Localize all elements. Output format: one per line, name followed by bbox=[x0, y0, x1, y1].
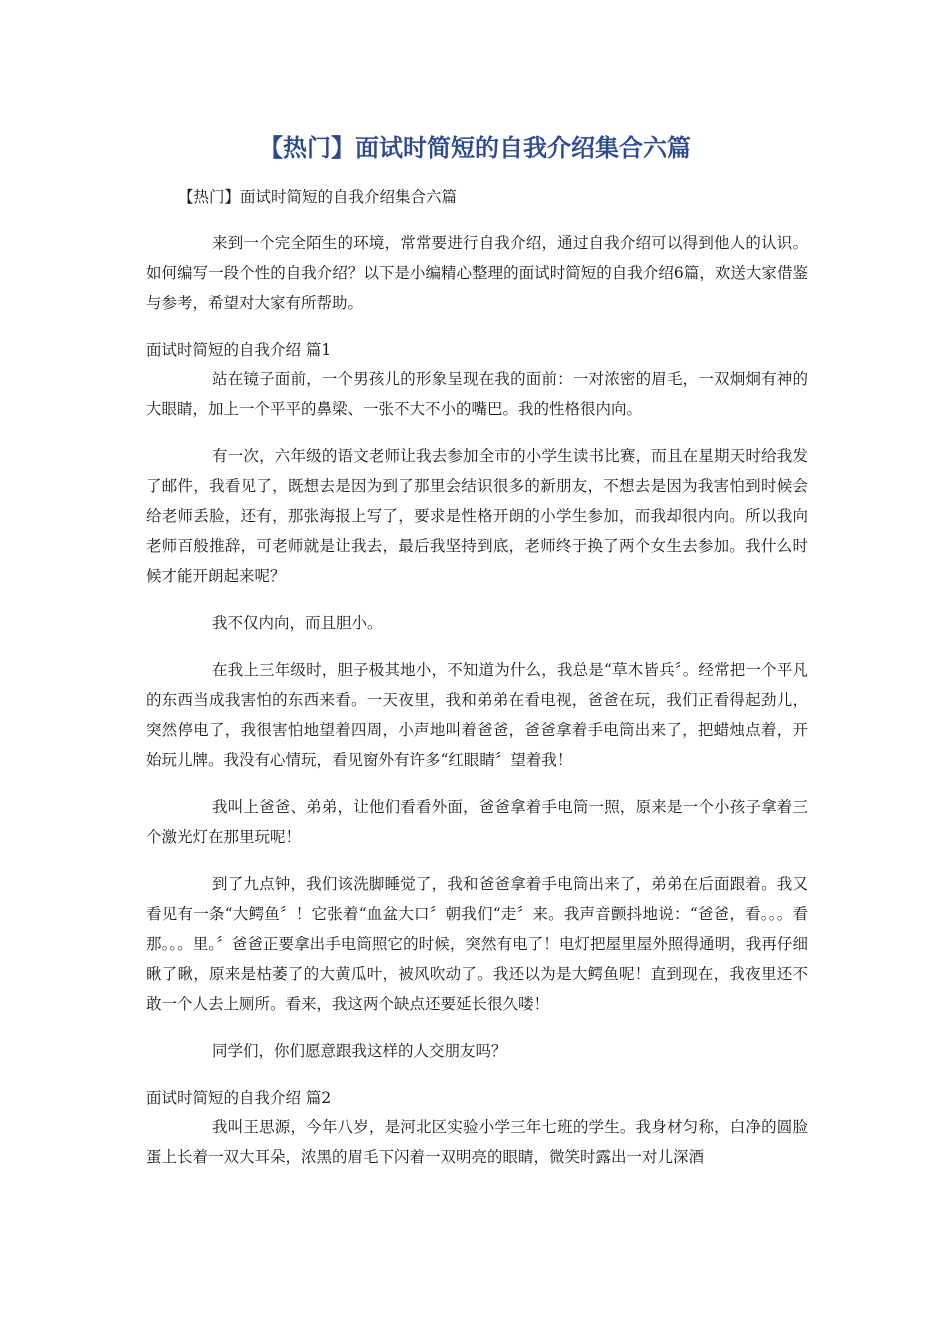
section1-paragraph: 到了九点钟，我们该洗脚睡觉了，我和爸爸拿着手电筒出来了，弟弟在后面跟着。我又看见有一条“大鳄鱼〞！它张着“血盆大口〞朝我们“走〞来。我声音颤抖地说：“爸爸，看。。。看那。。。里。〞爸爸正要拿出手电筒照它的时候，突然有电了！电灯把屋里屋外照得通明，我再仔细瞅了瞅，原来是枯萎了的大黄瓜叶，被风吹动了。我还以为是大鳄鱼呢！直到现在，我夜里还不敢一个人去上厕所。看来，我这两个缺点还要延长很久喽！ bbox=[146, 875, 808, 1013]
section-heading-1: 面试时简短的自我介绍 篇1 bbox=[146, 341, 332, 359]
section1-paragraph: 站在镜子面前，一个男孩儿的形象呈现在我的面前：一对浓密的眉毛，一双炯炯有神的大眼睛，加上一个平平的鼻梁、一张不大不小的嘴巴。我的性格很内向。 bbox=[146, 370, 808, 418]
document-body bbox=[146, 228, 808, 1172]
section1-paragraph: 在我上三年级时，胆子极其地小，不知道为什么，我总是“草木皆兵〞。经常把一个平凡的东西当成我害怕的东西来看。一天夜里，我和弟弟在看电视，爸爸在玩，我们正看得起劲儿，突然停电了，我很害怕地望着四周，小声地叫着爸爸，爸爸拿着手电筒出来了，把蜡烛点着，开始玩儿牌。我没有心情玩，看见窗外有许多“红眼睛〞望着我！ bbox=[146, 661, 808, 769]
intro-paragraph: 来到一个完全陌生的环境，常常要进行自我介绍，通过自我介绍可以得到他人的认识。如何编写一段个性的自我介绍？以下是小编精心整理的面试时简短的自我介绍6篇，欢送大家借鉴与参考，希望对大家有所帮助。 bbox=[146, 234, 808, 312]
section1-paragraph: 我叫上爸爸、弟弟，让他们看看外面，爸爸拿着手电筒一照，原来是一个小孩子拿着三个激光灯在那里玩呢！ bbox=[146, 798, 808, 846]
section1-paragraph: 我不仅内向，而且胆小。 bbox=[212, 614, 383, 632]
document-subtitle: 【热门】面试时简短的自我介绍集合六篇 bbox=[178, 188, 458, 206]
section1-paragraph: 有一次，六年级的语文老师让我去参加全市的小学生读书比赛，而且在星期天时给我发了邮件，我看见了，既想去是因为到了那里会结识很多的新朋友，不想去是因为我害怕到时候会给老师丢脸，还有，那张海报上写了，要求是性格开朗的小学生参加，而我却很内向。所以我向老师百般推辞，可老师就是让我去，最后我坚持到底，老师终于换了两个女生去参加。我什么时候才能开朗起来呢？ bbox=[146, 447, 808, 585]
section1-paragraph: 同学们，你们愿意跟我这样的人交朋友吗？ bbox=[212, 1042, 507, 1060]
section2-paragraph: 我叫王思源，今年八岁，是河北区实验小学三年七班的学生。我身材匀称，白净的圆脸蛋上长着一双大耳朵，浓黑的眉毛下闪着一双明亮的眼睛，微笑时露出一对儿深酒 bbox=[146, 1118, 808, 1166]
section-heading-2: 面试时简短的自我介绍 篇2 bbox=[146, 1089, 332, 1107]
page-title: 【热门】面试时简短的自我介绍集合六篇 bbox=[259, 134, 691, 162]
